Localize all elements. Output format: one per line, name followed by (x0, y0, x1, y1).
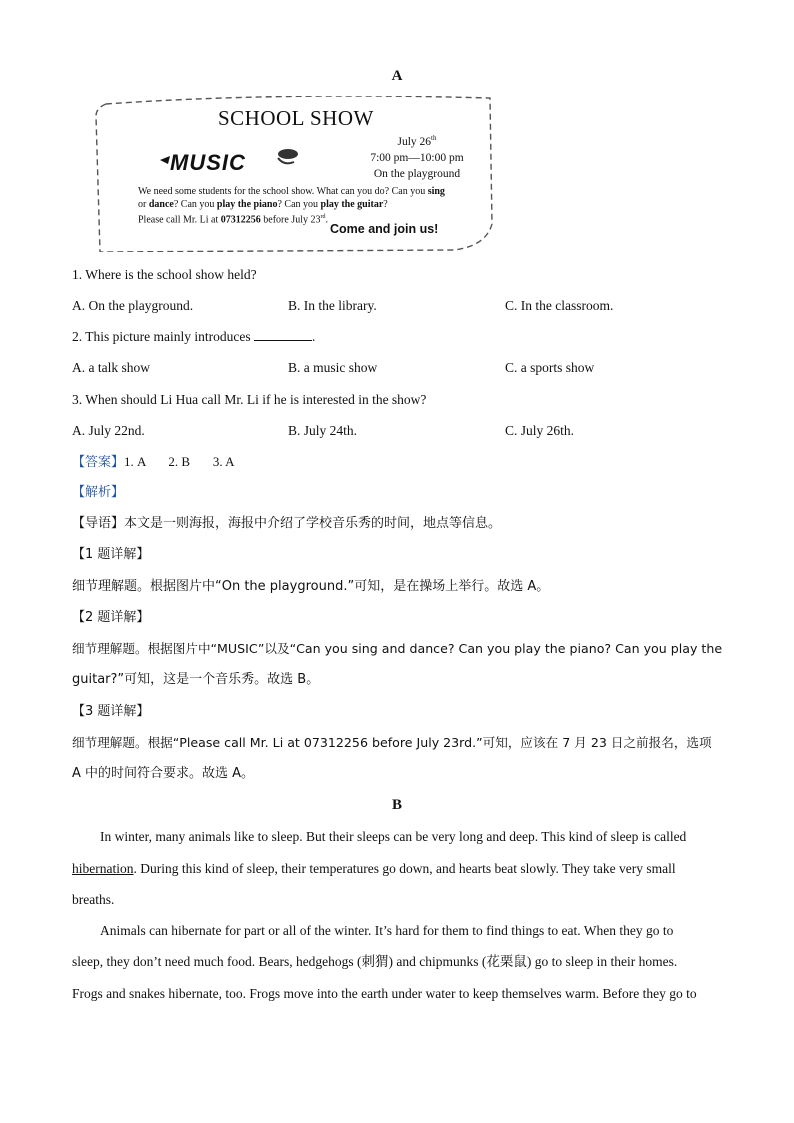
detail-2-line1: 细节理解题。根据图片中“MUSIC”以及“Can you sing and dance? Can you play the piano? Can you play the (72, 641, 723, 656)
answer-tag: 【答案】 (72, 455, 125, 470)
poster-date: July 26 (397, 135, 432, 148)
music-logo-text: MUSIC (170, 150, 246, 175)
detail-2-tag: 【2 题详解】 (72, 610, 150, 625)
poster-bold-guitar: play the guitar (320, 198, 384, 210)
detail-1-tag: 【1 题详解】 (72, 547, 150, 562)
passage-p1-line1: In winter, many animals like to sleep. But their sleeps can be very long and deep. This kind of sleep is called (100, 829, 687, 844)
detail-3-line2: A 中的时间符合要求。故选 A。 (72, 766, 255, 781)
detail-1-text: 细节理解题。根据图片中“On the playground.”可知，是在操场上举行。故选 A。 (72, 579, 550, 594)
guide-line (72, 515, 501, 533)
passage-p2-line3: Frogs and snakes hibernate, too. Frogs move into the earth under water to keep themselves warm. Before they go to (72, 986, 697, 1001)
poster-time: 7:00 pm—10:00 pm (370, 151, 464, 164)
guide-text: 本文是一则海报，海报中介绍了学校音乐秀的时间，地点等信息。 (124, 516, 502, 531)
question-1-option-a: A. On the playground. (72, 298, 194, 313)
poster-bold-dance: dance (148, 198, 174, 210)
poster-line3-c: before July 23 (260, 214, 321, 226)
poster-line1: We need some students for the school show. What can you do? Can you (138, 186, 428, 197)
question-3-option-b: B. July 24th. (288, 423, 358, 438)
section-b-title: B (391, 797, 402, 813)
poster-line3-d: . (325, 214, 328, 226)
poster-bold-phone: 07312256 (220, 214, 261, 226)
question-3: 3. When should Li Hua call Mr. Li if he is interested in the show? (72, 392, 427, 407)
question-2-text: 2. This picture mainly introduces (72, 329, 251, 344)
school-show-poster (94, 96, 494, 252)
poster-body (138, 186, 445, 227)
question-2-option-b: B. a music show (288, 360, 378, 375)
question-2-end: . (311, 329, 316, 344)
passage-p2-line1: Animals can hibernate for part or all of the winter. It’s hard for them to find things to eat. When they go to (100, 923, 674, 938)
question-2 (72, 328, 315, 346)
question-3-option-a: A. July 22nd. (72, 423, 145, 438)
question-3-option-c: C. July 26th. (505, 423, 575, 438)
poster-join-text: Come and join us! (330, 222, 439, 236)
hibernation-word: hibernation (72, 861, 134, 876)
passage-p1-line2-rest: . During this kind of sleep, their temperatures go down, and hearts beat slowly. They take very small (133, 861, 676, 876)
passage-p1-line2 (72, 860, 676, 878)
poster-line2-c: ? Can you (173, 198, 217, 210)
poster-title: SCHOOL SHOW (218, 106, 374, 130)
poster-date-suffix: th (431, 134, 437, 142)
question-2-option-c: C. a sports show (505, 360, 595, 375)
poster-line3-sup: rd (320, 214, 326, 220)
answer-blank (254, 328, 312, 341)
poster-bold-sing: sing (427, 186, 445, 197)
question-2-option-a: A. a talk show (72, 360, 150, 375)
guide-tag: 【导语】 (72, 516, 125, 531)
poster-line2-g: ? (383, 198, 388, 210)
poster-place: On the playground (373, 167, 461, 180)
poster-schedule (362, 130, 472, 182)
passage-p2-line2: sleep, they don’t need much food. Bears, hedgehogs (刺猬) and chipmunks (花栗鼠) go to sleep in their homes. (72, 954, 678, 969)
analysis-tag: 【解析】 (72, 485, 125, 500)
poster-line2-a: or (138, 198, 149, 210)
poster-line3-a: Please call Mr. Li at (138, 214, 221, 226)
question-1-option-b: B. In the library. (288, 298, 377, 313)
passage-p1-line3: breaths. (72, 892, 115, 907)
answer-text: 1. A 2. B 3. A (124, 454, 235, 469)
question-1: 1. Where is the school show held? (72, 267, 257, 282)
detail-2-line2: guitar?”可知，这是一个音乐秀。故选 B。 (72, 672, 320, 687)
detail-3-line1: 细节理解题。根据“Please call Mr. Li at 07312256 before July 23rd.”可知，应该在 7 月 23 日之前报名，选项 (72, 735, 712, 750)
section-a-title: A (391, 68, 403, 84)
answer-line (72, 453, 235, 472)
detail-3-tag: 【3 题详解】 (72, 704, 150, 719)
analysis-line (72, 484, 124, 502)
poster-line2-e: ? Can you (277, 198, 321, 210)
music-logo-icon (160, 146, 300, 180)
poster-bold-piano: play the piano (216, 198, 278, 210)
question-1-option-c: C. In the classroom. (505, 298, 614, 313)
